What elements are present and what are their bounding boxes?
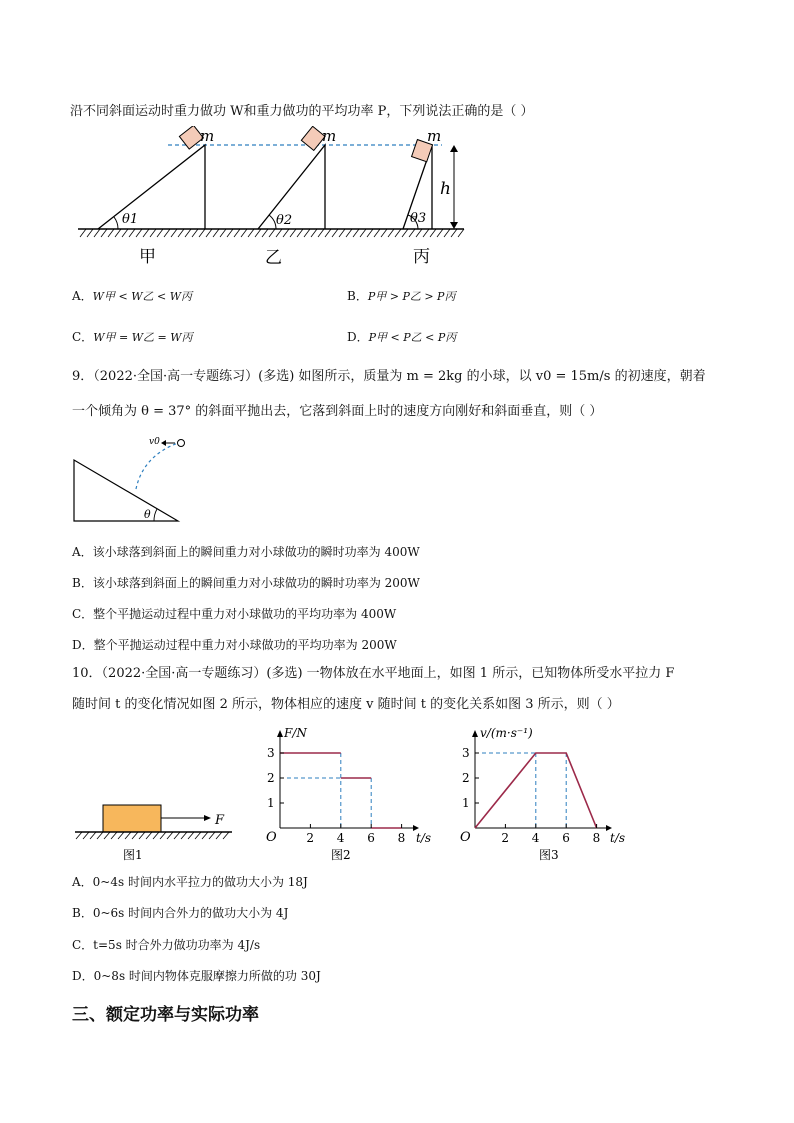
q8-stem: 沿不同斜面运动时重力做功 W和重力做功的平均功率 P，下列说法正确的是（ ） [70, 104, 534, 119]
chart-v-xlabel: t/s [610, 831, 626, 845]
q8-mass-label-bing: m [427, 127, 442, 145]
chart-v-xtick-label-3: 8 [592, 831, 601, 845]
q10-force-label: F [215, 813, 225, 828]
q9-option-c: C．整个平抛运动过程中重力对小球做功的平均功率为 400W [72, 607, 397, 621]
q10-stem-line-2: 随时间 t 的变化情况如图 2 所示，物体相应的速度 v 随时间 t 的变化关系如图 3 所示，则（ ） [72, 697, 620, 712]
q8-option-b: B．P甲 > P乙 > P丙 [347, 289, 456, 303]
q10-option-a: A．0~4s 时间内水平拉力的做功大小为 18J [72, 875, 308, 889]
chart-v-ytick-label-2: 3 [462, 746, 470, 760]
q10-option-d: D．0~8s 时间内物体克服摩擦力所做的功 30J [72, 969, 321, 983]
chart-f-xtick-label-0: 2 [306, 831, 315, 845]
chart-f-xtick-label-2: 6 [367, 831, 375, 845]
chart-f-xtick-label-1: 4 [336, 831, 345, 845]
q10-chart-velocity-time [455, 722, 635, 864]
q8-height-label: h [440, 179, 451, 199]
chart-v-ylabel: v/(m·s⁻¹) [480, 726, 533, 740]
chart-f-xlabel: t/s [416, 831, 432, 845]
q9-stem-line-1: 9．（2022·全国·高一专题练习）(多选) 如图所示，质量为 m = 2kg 的小球，以 v0 = 15m/s 的初速度，朝着 [72, 369, 706, 384]
q9-projectile-figure [70, 432, 190, 527]
q10-chart-force-time [258, 722, 438, 864]
q9-v0-label: v0 [149, 437, 160, 447]
q8-option-c: C．W甲 = W乙 = W丙 [72, 330, 193, 344]
q10-option-c: C．t=5s 时合外力做功功率为 4J/s [72, 938, 261, 952]
chart-f-ylabel: F/N [284, 726, 307, 740]
q8-angle-label-3: θ3 [410, 211, 427, 226]
chart-v-xtick-label-1: 4 [531, 831, 540, 845]
chart-v-ytick-label-0: 1 [462, 796, 470, 810]
chart-v-ytick-label-1: 2 [462, 771, 470, 785]
chart-f-ytick-label-2: 3 [267, 746, 275, 760]
q8-angle-label-2: θ2 [276, 213, 293, 228]
q9-stem-line-2: 一个倾角为 θ = 37° 的斜面平抛出去，它落到斜面上时的速度方向刚好和斜面垂直，则（ ） [72, 404, 603, 419]
q10-fig1-caption: 图1 [123, 848, 143, 862]
chart-v-origin: O [460, 830, 471, 845]
q8-option-a: A．W甲 < W乙 < W丙 [72, 289, 193, 303]
q8-inclines-figure [74, 126, 474, 271]
q10-stem-line-1: 10．（2022·全国·高一专题练习）(多选) 一物体放在水平地面上，如图 1 所示，已知物体所受水平拉力 F [72, 666, 675, 681]
q10-figure-1 [70, 795, 240, 865]
q9-theta-label: θ [144, 508, 151, 521]
q8-option-d: D．P甲 < P乙 < P丙 [347, 330, 457, 344]
q10-option-b: B．0~6s 时间内合外力的做功大小为 4J [72, 906, 289, 920]
q8-angle-label-1: θ1 [122, 212, 139, 227]
section-heading: 三、额定功率与实际功率 [72, 1005, 259, 1025]
chart-f-ytick-label-1: 2 [267, 771, 275, 785]
chart-v-xtick-label-2: 6 [562, 831, 570, 845]
chart-f-origin: O [266, 830, 277, 845]
chart-v-caption: 图3 [539, 848, 559, 862]
q9-option-d: D．整个平抛运动过程中重力对小球做功的平均功率为 200W [72, 638, 397, 652]
q8-mass-label-yi: m [322, 127, 337, 145]
q8-caption-bing: 丙 [413, 247, 430, 267]
q9-option-b: B．该小球落到斜面上的瞬间重力对小球做功的瞬时功率为 200W [72, 576, 420, 590]
q9-option-a: A．该小球落到斜面上的瞬间重力对小球做功的瞬时功率为 400W [72, 545, 420, 559]
chart-f-xtick-label-3: 8 [397, 831, 406, 845]
q8-caption-yi: 乙 [265, 248, 282, 268]
chart-f-ytick-label-0: 1 [267, 796, 275, 810]
q8-caption-jia: 甲 [139, 247, 156, 267]
chart-v-xtick-label-0: 2 [501, 831, 510, 845]
chart-f-caption: 图2 [331, 848, 351, 862]
q8-mass-label-jia: m [200, 127, 215, 145]
